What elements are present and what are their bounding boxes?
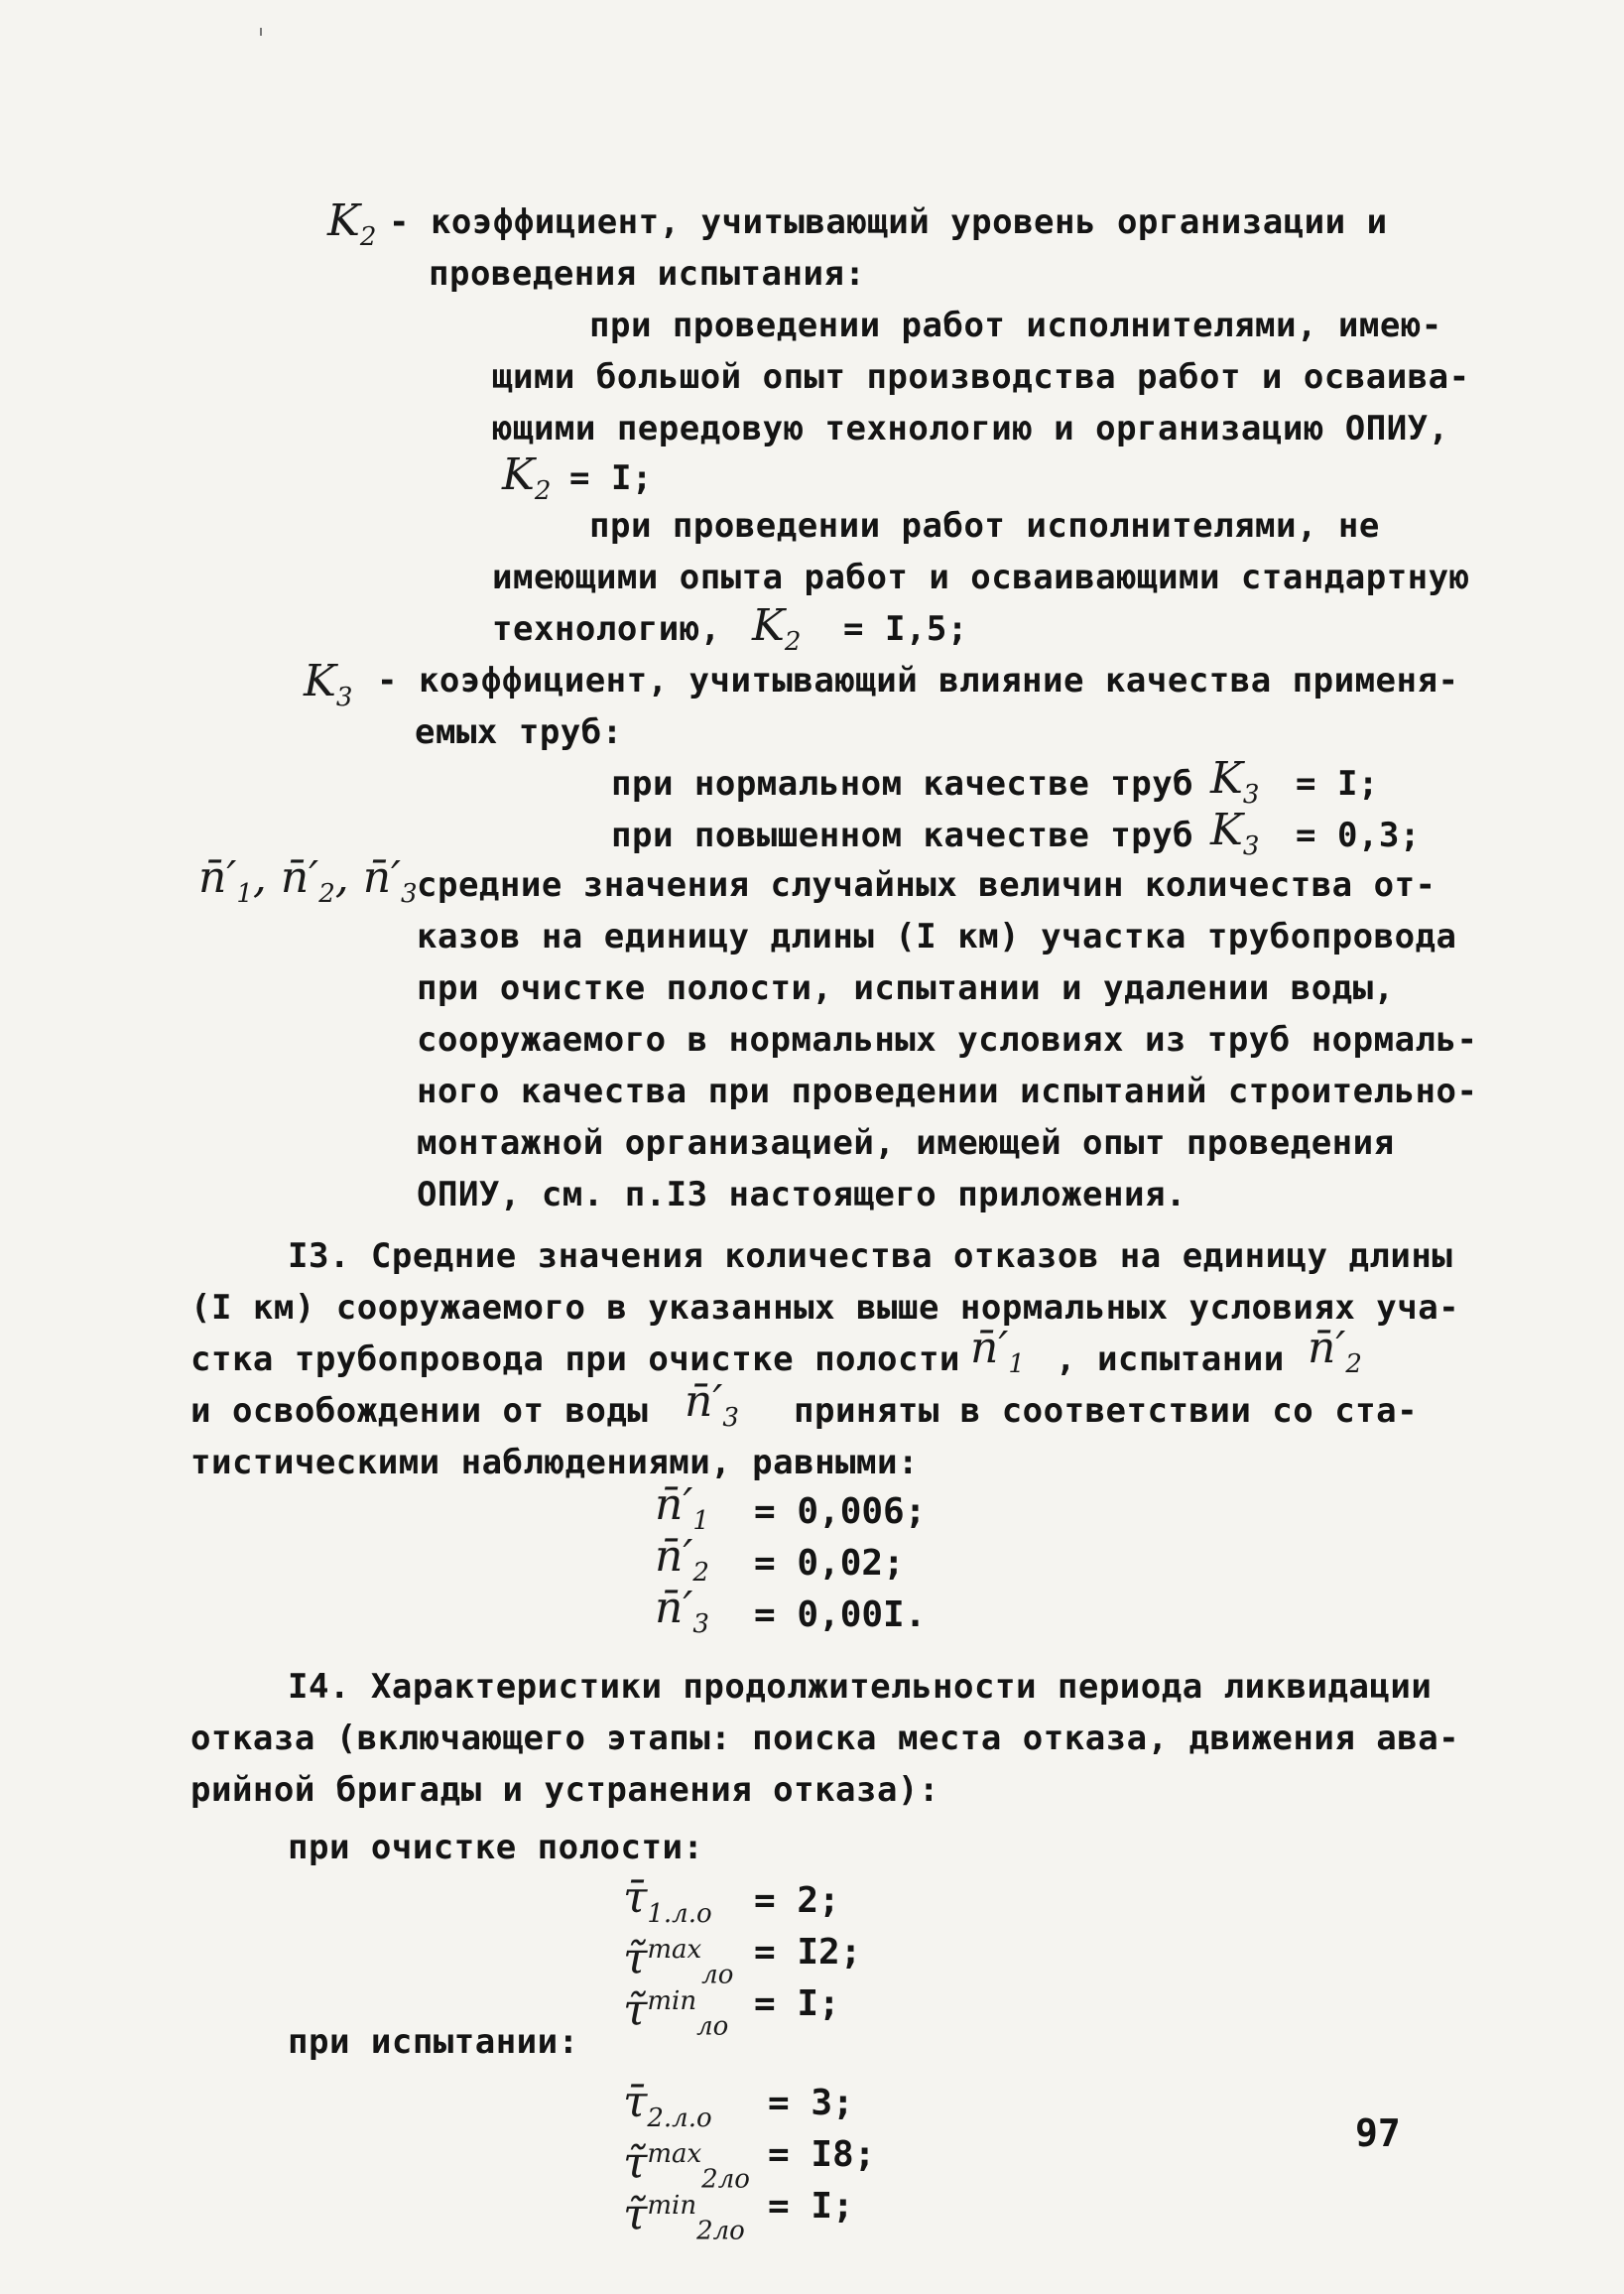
s13-value-2: = 0,02; — [754, 1543, 905, 1584]
s13-line-3b: , испытании — [1056, 1339, 1285, 1379]
s14-cleaning-value-3: = I; — [754, 1983, 840, 2024]
n-line-6: монтажной организацией, имеющей опыт проведения — [417, 1123, 1395, 1163]
k2-symbol-letter: K — [327, 195, 360, 246]
s13-value-1: = 0,006; — [754, 1491, 927, 1532]
n-prime-symbols: $n̄'_1$, $n̄'_2$, $n̄'_3$ — [198, 852, 418, 909]
k2-case2-line-1: при проведении работ исполнителями, не — [589, 506, 1380, 546]
s14-testing-value-2: = I8; — [768, 2134, 876, 2175]
s14-tau-2lo-symbol: $\taū_{2.л.о}$ — [623, 2077, 712, 2133]
s13-n3-symbol: $n̄'_3$ — [685, 1376, 739, 1433]
s13-line-4b: приняты в соответствии со ста- — [794, 1391, 1419, 1431]
k3-symbol-letter: K — [304, 656, 336, 706]
page-number: 97 — [1355, 2111, 1401, 2155]
k2-case2-line-3: технологию, — [492, 609, 721, 649]
k3-high-symbol — [1210, 806, 1259, 871]
s13-line-5: тистическими наблюдениями, равными: — [190, 1443, 919, 1482]
s13-value-3-symbol: $n̄'_3$ — [655, 1583, 709, 1639]
k3-high-label: при повышенном качестве труб — [611, 816, 1194, 855]
k2-case2-line-2: имеющими опыта работ и осваивающими стандартную — [492, 558, 1470, 597]
n-line-4: сооружаемого в нормальных условиях из труб нормаль- — [417, 1020, 1478, 1060]
k2-case1-line-3: ющими передовую технологию и организацию ОПИУ, — [492, 409, 1449, 448]
s14-tau-lo-min-symbol: τ̃$^{min}_{ло}$ — [623, 1984, 729, 2042]
k2-line-2: проведения испытания: — [429, 254, 866, 294]
s14-line-3: рийной бригады и устранения отказа): — [190, 1770, 939, 1810]
k3-symbol — [304, 657, 352, 722]
k3-line-1: - коэффициент, учитывающий влияние качества применя- — [377, 661, 1459, 701]
k2-case1-value: = I; — [569, 458, 653, 498]
s14-testing-value-1: = 3; — [768, 2083, 854, 2123]
n-line-7: ОПИУ, см. п.I3 настоящего приложения. — [417, 1175, 1187, 1214]
s14-cleaning-value-2: = I2; — [754, 1932, 862, 1973]
k2-case2-symbol-letter: K — [752, 600, 785, 651]
k3-normal-symbol-letter: K — [1210, 753, 1243, 804]
k2-case1-symbol-sub: 2 — [534, 475, 552, 506]
k3-high-value: = 0,3; — [1296, 816, 1421, 855]
s14-tau-lo-max-symbol: τ̃$^{max}_{ло}$ — [623, 1933, 734, 1990]
s13-line-4a: и освобождении от воды — [190, 1391, 649, 1431]
s13-line-1: I3. Средние значения количества отказов на единицу длины — [288, 1236, 1453, 1276]
s13-value-2-symbol: $n̄'_2$ — [655, 1531, 709, 1588]
s13-n2-symbol: $n̄'_2$ — [1308, 1323, 1362, 1379]
k2-case2-symbol — [752, 601, 801, 667]
s14-tau-1lo-symbol: $\taū_{1.л.о}$ — [623, 1872, 712, 1929]
s13-line-2: (I км) сооружаемого в указанных выше нормальных условиях уча- — [190, 1288, 1460, 1328]
s14-tau-2lo-min-symbol: τ̃$^{min}_{2ло}$ — [623, 2189, 745, 2246]
k3-line-2: емых труб: — [415, 712, 623, 752]
s13-n1-symbol: $n̄'_1$ — [970, 1323, 1025, 1379]
s14-cleaning-label: при очистке полости: — [288, 1828, 704, 1867]
n-line-3: при очистке полости, испытании и удалении воды, — [417, 968, 1395, 1008]
k2-symbol — [327, 196, 376, 262]
k2-symbol-sub: 2 — [359, 221, 377, 252]
k3-high-symbol-letter: K — [1210, 805, 1243, 855]
s14-line-2: отказа (включающего этапы: поиска места отказа, движения ава- — [190, 1719, 1460, 1758]
scan-speck — [260, 28, 262, 36]
k3-normal-symbol-sub: 3 — [1242, 779, 1260, 810]
k3-normal-label: при нормальном качестве труб — [611, 764, 1194, 804]
s14-testing-label: при испытании: — [288, 2022, 579, 2062]
k3-high-symbol-sub: 3 — [1242, 830, 1260, 861]
s14-line-1: I4. Характеристики продолжительности периода ликвидации — [288, 1667, 1433, 1707]
k2-case1-symbol-letter: K — [502, 449, 535, 500]
n-line-5: ного качества при проведении испытаний строительно- — [417, 1072, 1478, 1111]
k3-normal-value: = I; — [1296, 764, 1379, 804]
k2-case1-line-2: щими большой опыт производства работ и осваива- — [492, 357, 1470, 397]
k2-case1-symbol — [502, 450, 551, 516]
k2-case1-line-1: при проведении работ исполнителями, имею- — [589, 306, 1442, 345]
k2-case2-value: = I,5; — [843, 609, 968, 649]
s14-cleaning-value-1: = 2; — [754, 1880, 840, 1921]
s14-testing-value-3: = I; — [768, 2186, 854, 2227]
s14-tau-2lo-max-symbol: τ̃$^{max}_{2ло}$ — [623, 2137, 750, 2195]
n-line-1: средние значения случайных величин количества от- — [417, 865, 1437, 905]
s13-line-3a: стка трубопровода при очистке полости — [190, 1339, 960, 1379]
s13-value-1-symbol: $n̄'_1$ — [655, 1479, 709, 1536]
n-line-2: казов на единицу длины (I км) участка трубопровода — [417, 917, 1457, 956]
k3-symbol-sub: 3 — [335, 682, 353, 712]
k2-line-1: - коэффициент, учитывающий уровень организации и — [389, 202, 1388, 242]
k2-case2-symbol-sub: 2 — [784, 626, 802, 657]
s13-value-3: = 0,00I. — [754, 1594, 927, 1635]
